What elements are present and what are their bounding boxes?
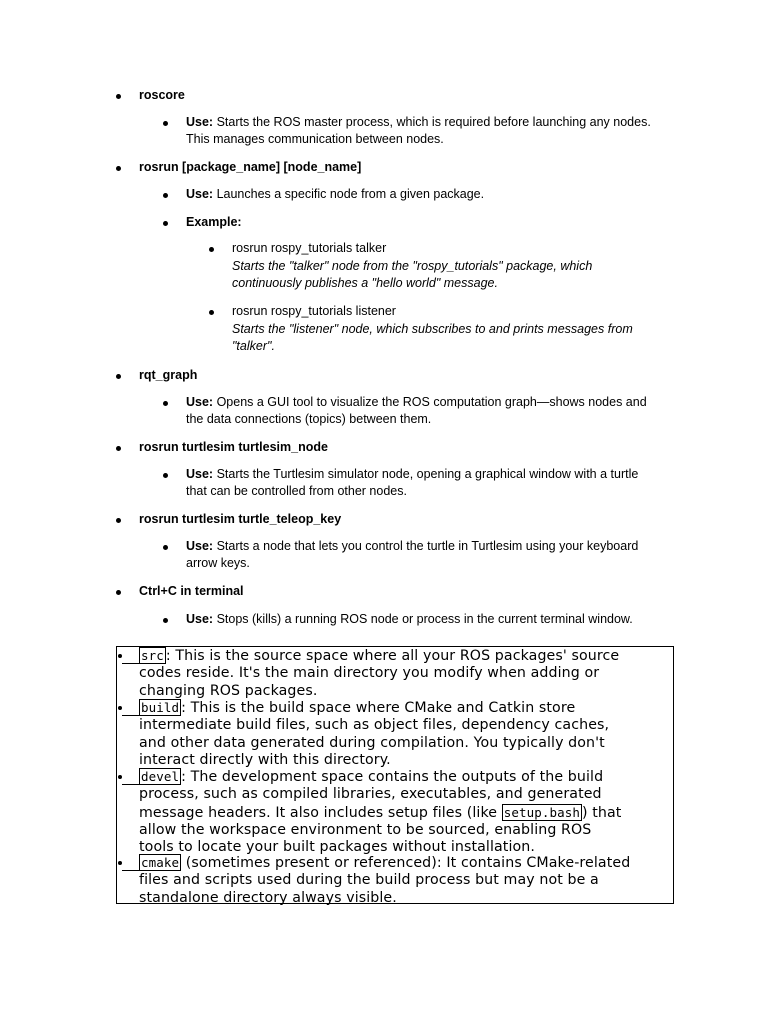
directory-description-line: files and scripts used during the build process but may not be a [139,872,599,889]
directory-description-line: process, such as compiled libraries, executables, and generated [139,786,602,803]
use-text: Launches a specific node from a given package. [213,187,485,201]
directory-description-line: intermediate build files, such as object files, dependency caches, [139,717,610,734]
bullet-icon [163,401,168,406]
directory-description: : This is the source space where all your ROS packages' source [165,648,620,664]
use-text: Starts a node that lets you control the turtle in Turtlesim using your keyboard [213,539,639,553]
bullet-icon [163,193,168,198]
example-command: rosrun rospy_tutorials listener [232,304,396,318]
workspace-item-cmake [139,854,675,907]
directory-description: : This is the build space where CMake and Catkin store [181,700,576,716]
bullet-icon [163,473,168,478]
command-name: rqt_graph [139,368,198,382]
directory-description: : The development space contains the outputs of the build [181,769,604,785]
directory-name: src [141,648,164,663]
use-label: Use: [186,115,214,129]
directory-name: devel [141,769,180,784]
use-text-continued: that can be controlled from other nodes. [186,484,407,498]
workspace-item-build [139,699,675,769]
bullet-rule [122,784,166,785]
directory-description-line: allow the workspace environment to be sourced, enabling ROS [139,821,592,838]
command-use [186,186,676,203]
directory-description-line: changing ROS packages. [139,682,318,699]
workspace-item-src [139,647,675,700]
use-text-continued: This manages communication between nodes. [186,132,444,146]
bullet-icon [118,861,122,865]
directory-description-line: codes reside. It's the main directory you modify when adding or [139,665,600,682]
command-name: rosrun turtlesim turtle_teleop_key [139,512,342,526]
workspace-item-devel [139,768,675,856]
directory-description-line: and other data generated during compilation. You typically don't [139,734,605,751]
command-name: rosrun turtlesim turtlesim_node [139,440,328,454]
example-label: Example: [186,215,242,229]
directory-description: (sometimes present or referenced): It contains CMake-related [181,855,631,871]
command-name: rosrun [package_name] [node_name] [139,160,362,174]
bullet-icon [163,618,168,623]
command-use [186,394,676,428]
bullet-icon [116,446,121,451]
directory-description-line: message headers. It also includes setup files (like [139,804,502,821]
bullet-icon [116,590,121,595]
bullet-icon [116,518,121,523]
bullet-icon [163,121,168,126]
bullet-icon [209,310,214,315]
bullet-icon [209,247,214,252]
directory-name: cmake [141,855,180,870]
use-label: Use: [186,187,214,201]
use-label: Use: [186,612,214,626]
bullet-icon [163,221,168,226]
example-command: rosrun rospy_tutorials talker [232,241,387,255]
bullet-icon [118,654,122,658]
inline-code-setup-bash: setup.bash [503,804,580,820]
bullet-icon [116,374,121,379]
command-use [186,538,676,572]
bullet-icon [116,166,121,171]
example-item [232,240,672,293]
use-text: Starts the Turtlesim simulator node, opening a graphical window with a turtle [213,467,639,481]
bullet-rule [122,870,166,871]
bullet-rule [122,663,166,664]
use-text: Starts the ROS master process, which is required before launching any nodes. [213,115,651,129]
bullet-icon [118,775,122,779]
use-label: Use: [186,539,214,553]
bullet-icon [116,94,121,99]
bullet-rule [122,715,166,716]
command-name: roscore [139,88,185,102]
command-use [186,611,676,628]
command-name: Ctrl+C in terminal [139,584,244,598]
use-text-continued: arrow keys. [186,556,250,570]
example-description: Starts the "talker" node from the "rospy_tutorials" package, which [232,258,593,273]
command-use [186,466,676,500]
workspace-directories-box [116,646,674,904]
bullet-icon [163,545,168,550]
bullet-icon [118,706,122,710]
directory-description-line: interact directly with this directory. [139,751,391,768]
directory-description-line: ) that [581,804,622,821]
use-label: Use: [186,467,214,481]
use-text-continued: the data connections (topics) between them. [186,412,432,426]
use-text: Stops (kills) a running ROS node or process in the current terminal window. [213,612,633,626]
directory-description-line: tools to locate your built packages without installation. [139,839,535,856]
use-text: Opens a GUI tool to visualize the ROS computation graph—shows nodes and [213,395,647,409]
example-description-continued: "talker". [232,339,275,353]
example-description-continued: continuously publishes a "hello world" message. [232,276,498,290]
example-description: Starts the "listener" node, which subscribes to and prints messages from [232,321,633,336]
command-use [186,114,676,148]
directory-description-line: standalone directory always visible. [139,889,397,906]
use-label: Use: [186,395,214,409]
directory-name: build [141,700,180,715]
example-item [232,303,672,356]
